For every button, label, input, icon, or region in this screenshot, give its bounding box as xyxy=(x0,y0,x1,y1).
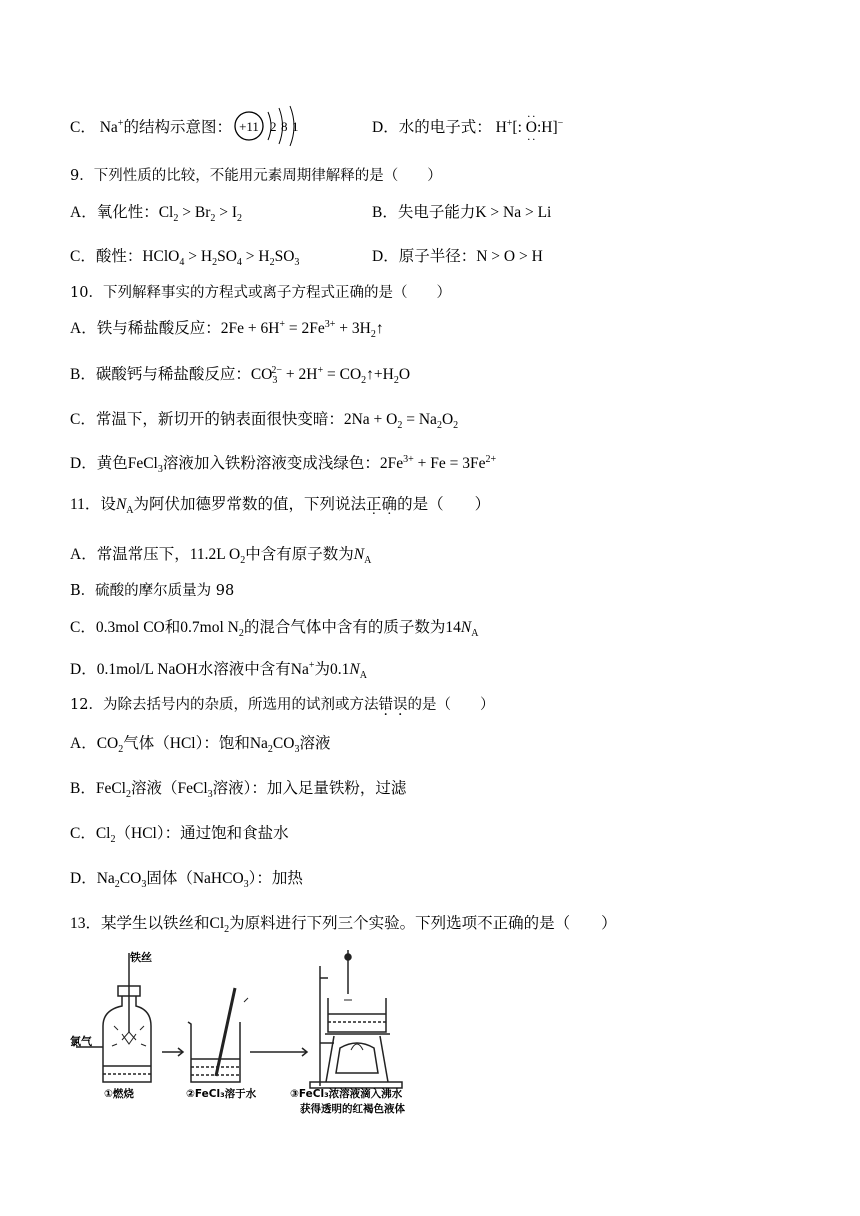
q12-option-a: A．$CO_2$气体（HCl）：饱和$Na_2CO_3$溶液 xyxy=(70,735,331,755)
q10-option-c: C．常温下，新切开的钠表面很快变暗：$2Na + O_2 = Na_2O_2$ xyxy=(70,411,459,431)
shell-2-electrons: 8 xyxy=(281,119,288,134)
caption-dissolve: ②FeCl₃溶于水 xyxy=(186,1088,257,1100)
caption-boil-2: 获得透明的红褐色液体 xyxy=(300,1103,405,1115)
oxygen-symbol: O xyxy=(525,119,537,136)
option-label: C．常温下，新切开的钠表面很快变暗： xyxy=(70,411,344,428)
q13-stem: 13．某学生以铁丝和$Cl_2$为原料进行下列三个实验。下列选项不正确的是（ ） xyxy=(70,915,617,935)
option-label: C． xyxy=(70,119,96,136)
emphasis-char: 错 xyxy=(378,697,393,713)
emphasis-char: 正 xyxy=(366,496,382,513)
option-label: C． xyxy=(70,619,96,636)
option-formula: K > Na > Li xyxy=(475,204,552,221)
option-label: C．酸性： xyxy=(70,248,143,265)
option-label: B．失电子能力 xyxy=(372,204,476,221)
caption-combustion: ①燃烧 xyxy=(104,1088,134,1100)
option-label: D．黄色 xyxy=(70,455,128,472)
ion-symbol: Na xyxy=(99,119,118,136)
option-text: 固体（ xyxy=(146,870,193,887)
option-text: 溶液加入铁粉溶液变成浅绿色： xyxy=(162,455,380,472)
caption-boil-1: ③FeCl₃浓溶液滴入沸水 xyxy=(290,1088,403,1100)
option-label: D． xyxy=(70,661,97,678)
option-label: D．原子半径： xyxy=(372,248,477,265)
q9-stem: 9．下列性质的比较，不能用元素周期律解释的是（ ） xyxy=(70,168,442,184)
oxygen-with-lone-pairs: ·· O ·· xyxy=(525,109,537,146)
stem-text: 的是（ ） xyxy=(397,496,491,513)
sodium-ion-structure-diagram xyxy=(232,104,312,150)
stem-text: 为原料进行下列三个实验。下列选项不正确的是（ ） xyxy=(229,915,617,932)
option-label: C． xyxy=(70,825,96,842)
bracket-colon: [: xyxy=(512,119,522,136)
option-text: 中含有原子数为 xyxy=(245,546,354,563)
charge-plus: + xyxy=(506,118,513,129)
q11-option-a: A．常温常压下，11.2L $O_2$中含有原子数为$N_A$ xyxy=(70,546,372,566)
q12-option-d: D．$Na_2CO_3$固体（NaHCO$_3$）：加热 xyxy=(70,870,303,890)
q11-option-b: B．硫酸的摩尔质量为 98 xyxy=(70,583,235,599)
q10-option-a: A．铁与稀盐酸反应：$2Fe + 6H^+ = 2Fe^{3+}$ + $3H_2↑$ xyxy=(70,319,384,340)
q8-option-c xyxy=(70,118,232,138)
q12-stem xyxy=(70,695,494,715)
option-label: D． xyxy=(70,870,97,887)
emphasis-char: 误 xyxy=(392,697,408,713)
option-text: 的混合气体中含有的质子数为 xyxy=(243,619,446,636)
option-label: D．水的电子式： xyxy=(372,119,492,136)
option-formula: N > O > H xyxy=(476,248,543,265)
q11-option-c: C．0.3mol CO和0.7mol $N_2$的混合气体中含有的质子数为$14N_A$ xyxy=(70,619,479,639)
option-text: ）：加热 xyxy=(248,870,303,887)
option-text: 气体（HCl）：饱和 xyxy=(123,735,250,752)
q9-option-c: C．酸性：HClO$_4$ > $H_2SO_4 > H_2SO_3$ xyxy=(70,248,300,268)
q11-stem: 11．设$N_A$为阿伏加德罗常数的值，下列说法正确的是（ ） xyxy=(70,496,491,516)
hydrogen-bracket: H] xyxy=(541,119,558,136)
quantity: 11.2L xyxy=(189,546,226,563)
shell-1-electrons: 2 xyxy=(270,119,277,134)
quantity: 0.1mol/L NaOH xyxy=(96,661,198,678)
stem-text: 13．某学生以铁丝和 xyxy=(70,915,210,932)
option-text: 的结构示意图： xyxy=(123,119,232,136)
q10-option-b: B．碳酸钙与稀盐酸反应：$CO_3^{2-} + 2H^+$ = $CO_2↑+H_2O$ xyxy=(70,365,411,386)
hydrogen-symbol: H xyxy=(495,119,507,136)
stem-text: 12．为除去括号内的杂质，所选用的试剂或方法 xyxy=(70,697,379,713)
option-text: （HCl）：通过饱和食盐水 xyxy=(115,825,289,842)
option-text: 水溶液中含有 xyxy=(197,661,291,678)
charge-minus: − xyxy=(557,118,564,129)
nucleus-charge: +11 xyxy=(239,119,259,134)
stem-text: 11．设 xyxy=(70,496,116,513)
option-label: B．碳酸钙与稀盐酸反应： xyxy=(70,366,251,383)
option-text: 为 xyxy=(314,661,330,678)
value: 0.1 xyxy=(329,661,350,678)
q12-option-c: C．$Cl_2(HCl)$：通过饱和食盐水 xyxy=(70,825,289,845)
stem-text: 的是（ ） xyxy=(407,697,495,713)
q10-option-d: D．黄色FeCl$_3$溶液加入铁粉溶液变成浅绿色：$2Fe^{3+} + Fe = 3Fe^{2+}$ xyxy=(70,454,497,475)
q10-stem: 10．下列解释事实的方程式或离子方程式正确的是（ ） xyxy=(70,285,451,301)
option-text: 和 xyxy=(164,619,181,636)
quantity: 0.7mol xyxy=(180,619,224,636)
wire-label: 铁丝 xyxy=(130,951,152,964)
stem-text: 为阿伏加德罗常数的值，下列说法 xyxy=(133,496,367,513)
q9-option-d xyxy=(372,247,543,267)
option-text: 溶液）：加入足量铁粉，过滤 xyxy=(212,780,407,797)
quantity: 0.3mol CO xyxy=(95,619,165,636)
shell-3-electrons: 1 xyxy=(292,119,299,134)
option-label: A． xyxy=(70,735,97,752)
option-label: A．氧化性： xyxy=(70,204,159,221)
value: 14 xyxy=(445,619,461,636)
option-label: B． xyxy=(70,780,96,797)
option-label: A．铁与稀盐酸反应： xyxy=(70,320,221,337)
experiment-figure xyxy=(70,948,415,1118)
emphasis-char: 确 xyxy=(381,496,398,513)
chlorine-label: 氯气 xyxy=(70,1035,92,1048)
q11-option-d: D．0.1mol/L NaOH水溶液中含有Na+为$0.1N_A$ xyxy=(70,660,367,681)
q12-option-b: B．FeCl$_2$溶液（FeCl$_3$溶液）：加入足量铁粉，过滤 xyxy=(70,780,407,800)
ion-charge: + xyxy=(117,118,124,129)
q9-option-a: A．氧化性：$Cl_2 > Br_2 > I_2$ xyxy=(70,204,243,224)
option-text: 溶液 xyxy=(299,735,331,752)
q8-option-d xyxy=(372,109,564,146)
q9-option-b xyxy=(372,203,551,223)
option-text: 溶液（ xyxy=(131,780,178,797)
option-label: A．常温常压下， xyxy=(70,546,190,563)
bond-colon: : xyxy=(536,119,542,136)
